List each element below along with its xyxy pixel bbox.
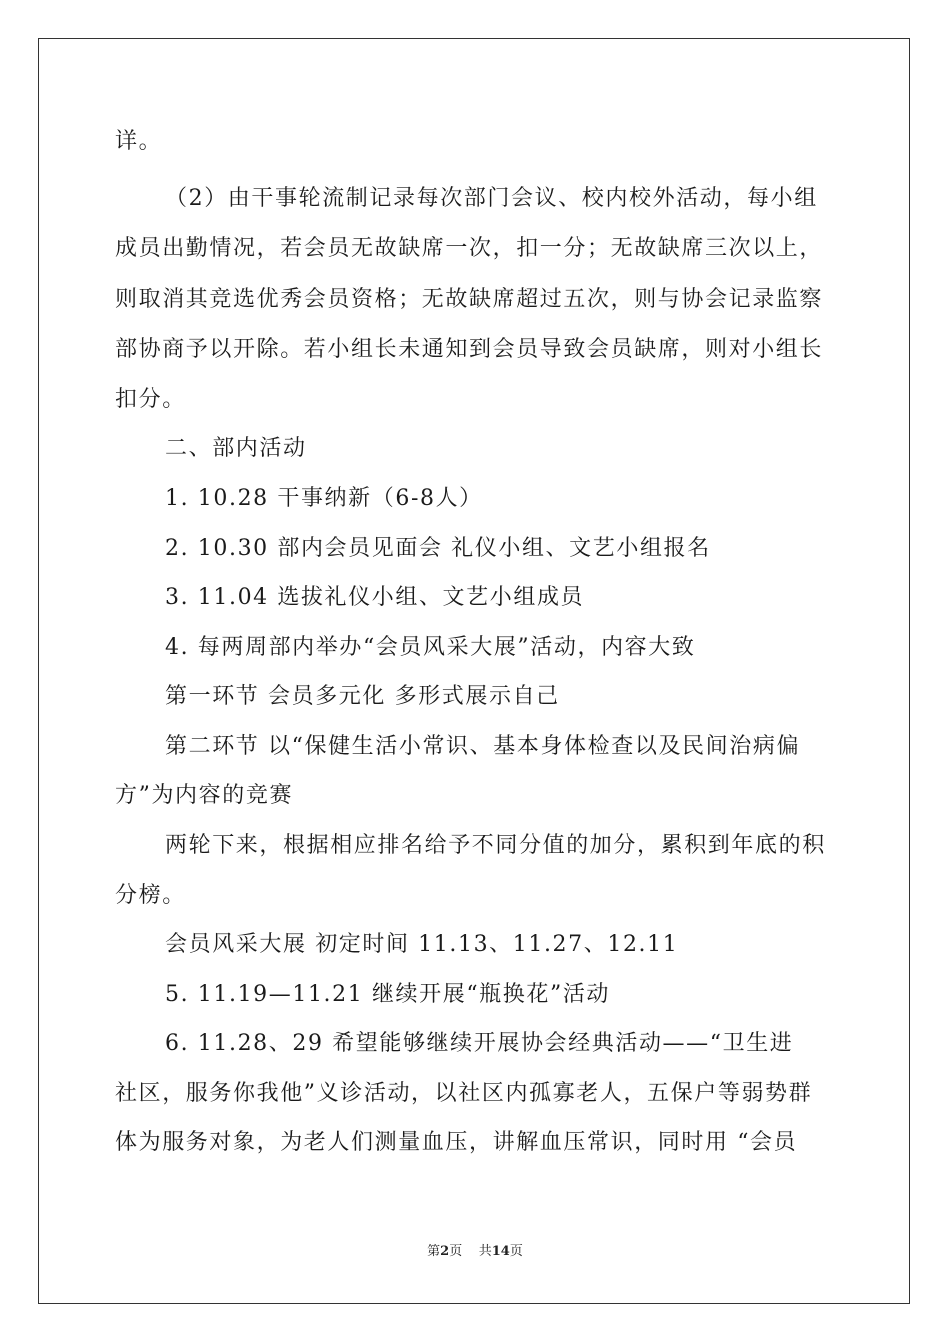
text-line: 体为服务对象，为老人们测量血压，讲解血压常识，同时用 “会员	[115, 1130, 798, 1155]
text-line: 第二环节 以“保健生活小常识、基本身体检查以及民间治病偏	[165, 734, 801, 759]
list-item: 3. 11.04 选拔礼仪小组、文艺小组成员	[165, 585, 585, 610]
list-item: 4. 每两周部内举办“会员风采大展”活动，内容大致	[165, 635, 696, 660]
text-line: 则取消其竞选优秀会员资格；无故缺席超过五次，则与协会记录监察	[115, 287, 824, 312]
list-item: 2. 10.30 部内会员见面会 礼仪小组、文艺小组报名	[165, 536, 711, 561]
text-line: 详。	[115, 129, 163, 154]
text-line: 两轮下来，根据相应排名给予不同分值的加分，累积到年底的积	[165, 833, 826, 858]
text-line: 成员出勤情况，若会员无故缺席一次，扣一分；无故缺席三次以上，	[115, 236, 824, 261]
page-number: 2	[440, 1244, 450, 1259]
list-item: 1. 10.28 干事纳新（6-8人）	[165, 486, 483, 511]
text-line: 部协商予以开除。若小组长未通知到会员导致会员缺席，则对小组长	[115, 337, 824, 362]
text-line: 第一环节 会员多元化 多形式展示自己	[165, 684, 560, 709]
total-suffix: 页	[509, 1244, 523, 1259]
list-item: 6. 11.28、29 希望能够继续开展协会经典活动——“卫生进	[165, 1031, 794, 1056]
page-suffix: 页	[449, 1244, 463, 1259]
section-heading: 二、部内活动	[165, 436, 307, 461]
list-item: 5. 11.19—11.21 继续开展“瓶换花”活动	[165, 982, 611, 1007]
page-footer	[0, 1240, 950, 1259]
total-pages: 14	[491, 1244, 510, 1259]
text-line: 会员风采大展 初定时间 11.13、11.27、12.11	[165, 932, 679, 957]
text-line: （2）由干事轮流制记录每次部门会议、校内校外活动，每小组	[165, 186, 818, 211]
text-line: 扣分。	[115, 387, 186, 412]
text-line: 方”为内容的竞赛	[115, 783, 294, 808]
page-border	[38, 38, 910, 1304]
total-prefix: 共	[478, 1244, 492, 1259]
page-prefix: 第	[427, 1244, 441, 1259]
text-line: 分榜。	[115, 883, 186, 908]
text-line: 社区，服务你我他”义诊活动，以社区内孤寡老人，五保户等弱势群	[115, 1081, 813, 1106]
